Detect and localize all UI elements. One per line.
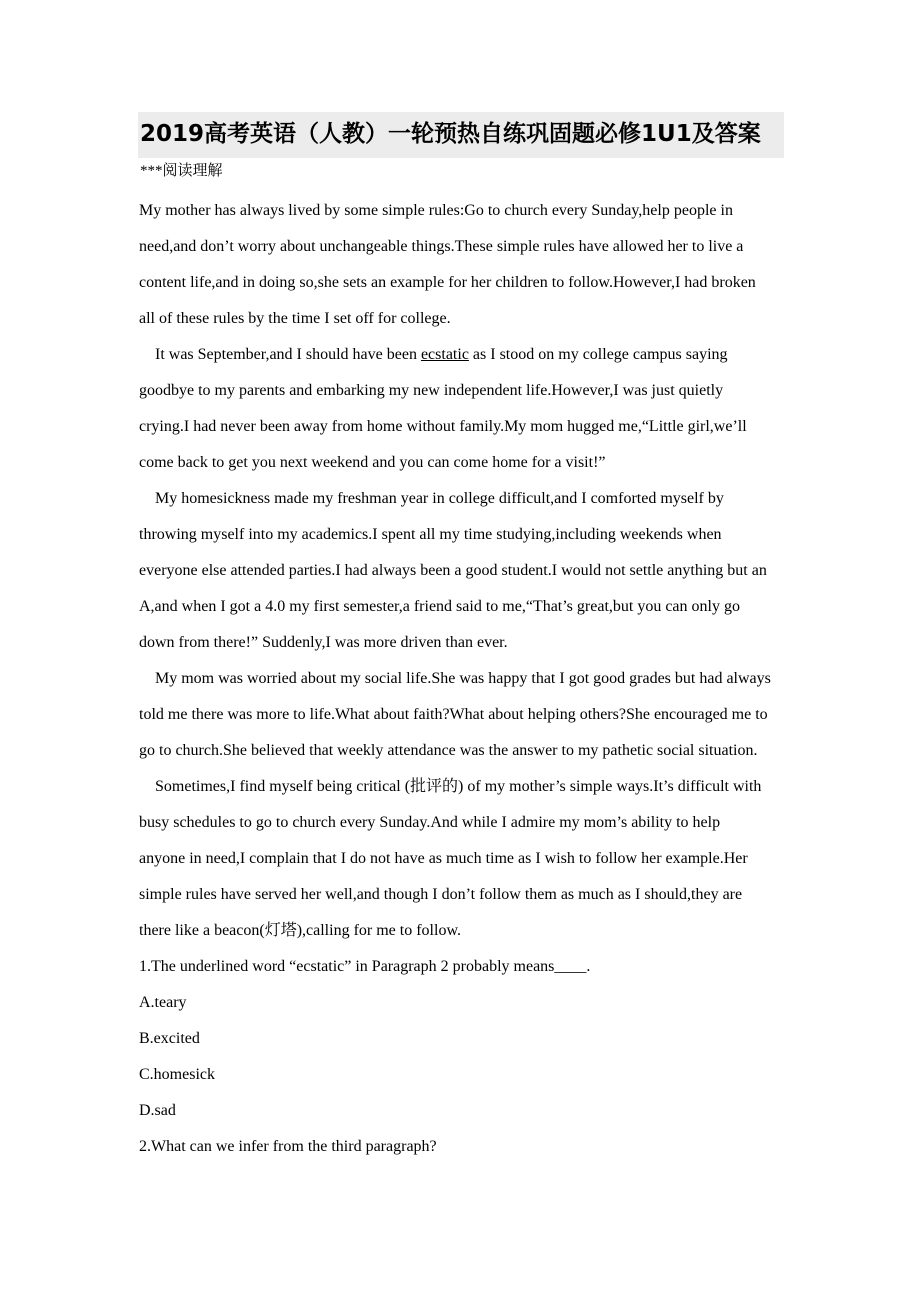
answer-option: D.sad: [139, 1102, 176, 1119]
passage-line: crying.I had never been away from home without family.My mom hugged me,“Little girl,we’ll: [139, 418, 747, 435]
text-segment: It was September,and I should have been: [155, 346, 421, 363]
passage-line: told me there was more to life.What about faith?What about helping others?She encouraged me to: [139, 706, 768, 723]
passage-line: My mother has always lived by some simple rules:Go to church every Sunday,help people in: [139, 202, 733, 219]
question-stem: 1.The underlined word “ecstatic” in Paragraph 2 probably means____.: [139, 958, 591, 975]
passage-line: content life,and in doing so,she sets an example for her children to follow.However,I had broken: [139, 274, 756, 291]
passage-line: throwing myself into my academics.I spent all my time studying,including weekends when: [139, 526, 722, 543]
answer-option: A.teary: [139, 994, 187, 1011]
section-label: ***阅读理解: [140, 163, 223, 179]
underlined-word: ecstatic: [420, 346, 469, 363]
passage-line: A,and when I got a 4.0 my first semester,a friend said to me,“That’s great,but you can only go: [139, 598, 740, 615]
passage-line: simple rules have served her well,and though I don’t follow them as much as I should,they are: [139, 886, 743, 903]
passage-line: anyone in need,I complain that I do not have as much time as I wish to follow her example.Her: [139, 850, 748, 867]
passage-line: need,and don’t worry about unchangeable things.These simple rules have allowed her to live a: [139, 238, 744, 255]
passage-line: goodbye to my parents and embarking my new independent life.However,I was just quietly: [139, 382, 724, 399]
answer-option: C.homesick: [139, 1066, 215, 1083]
passage-line: [155, 344, 728, 366]
passage-line: busy schedules to go to church every Sunday.And while I admire my mom’s ability to help: [139, 814, 721, 831]
text-segment: as I stood on my college campus saying: [468, 346, 728, 363]
passage-line: Sometimes,I find myself being critical (批评的) of my mother’s simple ways.It’s difficult with: [155, 778, 762, 795]
answer-option: B.excited: [139, 1030, 200, 1047]
passage-line: go to church.She believed that weekly attendance was the answer to my pathetic social situation.: [139, 742, 758, 759]
passage-line: come back to get you next weekend and you can come home for a visit!”: [139, 454, 606, 471]
question-stem: 2.What can we infer from the third paragraph?: [139, 1138, 437, 1155]
document-title: 2019高考英语（人教）一轮预热自练巩固题必修1U1及答案: [140, 121, 761, 147]
passage-line: there like a beacon(灯塔),calling for me to follow.: [139, 922, 461, 939]
passage-line: My mom was worried about my social life.She was happy that I got good grades but had always: [155, 670, 771, 687]
passage-line: all of these rules by the time I set off for college.: [139, 310, 451, 327]
passage-line: everyone else attended parties.I had always been a good student.I would not settle anything but an: [139, 562, 767, 579]
passage-line: My homesickness made my freshman year in college difficult,and I comforted myself by: [155, 490, 724, 507]
passage-line: down from there!” Suddenly,I was more driven than ever.: [139, 634, 508, 651]
